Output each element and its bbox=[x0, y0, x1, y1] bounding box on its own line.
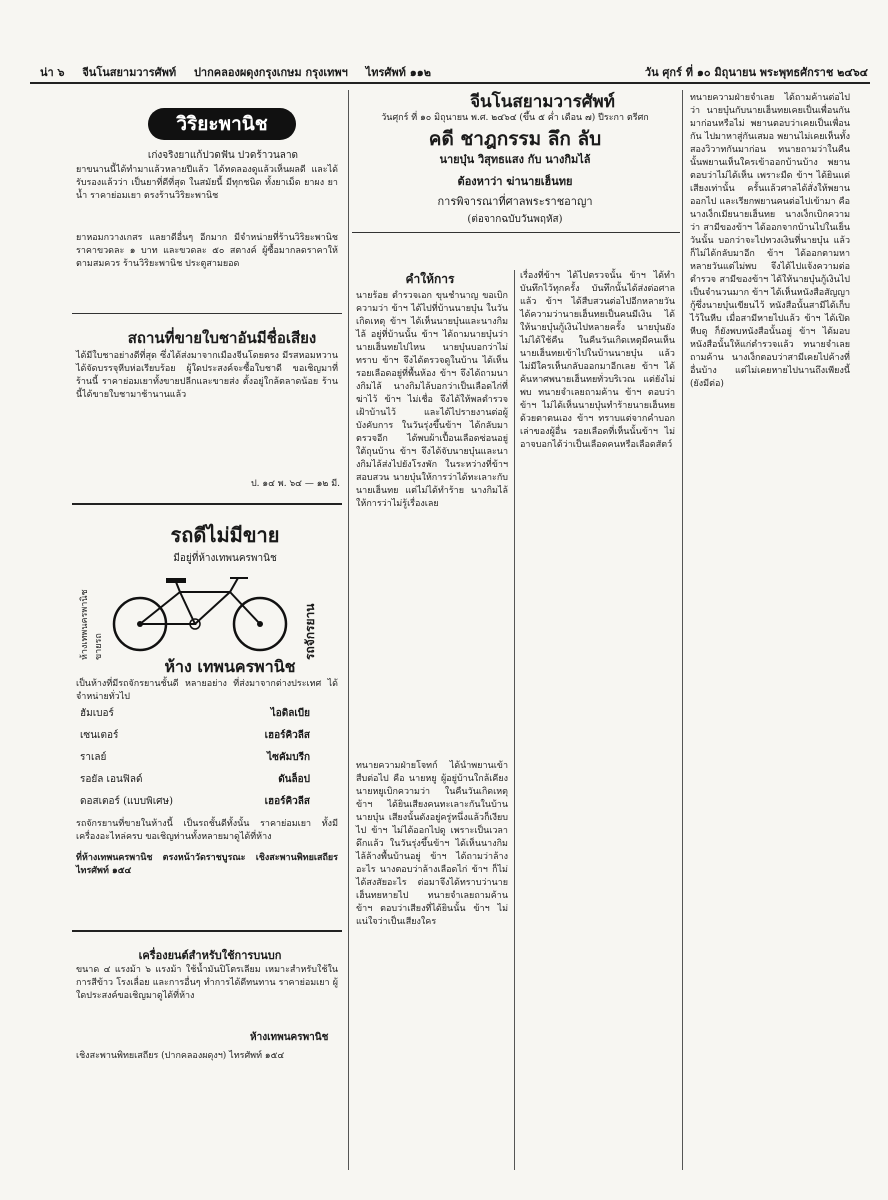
ad-bicycle-detail: รถจักรยานที่ขายในห้างนี้ เป็นรถชั้นดีทั้งนั้น ราคาย่อมเยา ทั้งมีเครื่องอะไหล่ครบ ขอเชิญท่านทั้งหลายมาดูได้ที่ห้าง bbox=[76, 819, 338, 842]
case-headline: คดี ชาฎกรรม ลึก ลับ bbox=[428, 128, 602, 150]
brand-model: ไซคัมบรีก bbox=[267, 752, 310, 763]
testimony-text-col-c: ทนายความฝ่ายโจทก์ ได้นำพยานเข้าสืบต่อไป คือ นายหยู ผู้อยู่บ้านใกล้เคียง นายหยูเบิกความว่า ในคืนวันเกิดเหตุ ข้าฯ ได้ยินเสียงคนทะเลาะกันในบ้านนายบุ๋น เสียงนั้นดังอยู่ครู่หนึ่งแล้วก็เงียบไป ข้าฯ ไม่ได้ออกไปดู เพราะเป็นเวลาดึกแล้ว ในวันรุ่งขึ้นข้าฯ ได้เห็นนางกิมไล้ล้างพื้นบ้านอยู่ ข้าฯ ได้ถามว่าล้างอะไร นางตอบว่าล้างเลือดไก่ ข้าฯ ก็ไม่ได้สงสัยอะไร ต่อมาจึงได้ทราบว่านายเฮ็นทยหายไป ทนายจำเลยถามค้าน ข้าฯ ตอบว่าเสียงที่ได้ยินนั้น ข้าฯ ไม่แน่ใจว่าเป็นเสียงใคร bbox=[356, 761, 508, 927]
header-left bbox=[40, 63, 445, 81]
ad-engine-body: ขนาด ๔ แรงม้า ๖ แรงม้า ใช้น้ำมันปิโตรเลียม เหมาะสำหรับใช้ในการสีข้าว โรงเลื่อย และการอื่นๆ ทำการได้ดีทนทาน ราคาย่อมเยา ผู้ใดประสงค์ขอเชิญมาดูได้ที่ห้าง bbox=[76, 965, 338, 1001]
ad-bicycle-intro: เป็นห้างที่มีรถจักรยานชั้นดี หลายอย่าง ที่ส่งมาจากต่างประเทศ ได้จำหน่ายทั่วไป bbox=[76, 679, 338, 702]
phone-number: ไทรศัพท์ ๑๑๒ bbox=[365, 66, 431, 79]
paper-title: จีนโนสยามวารศัพท์ bbox=[470, 92, 615, 112]
brand-row bbox=[80, 794, 310, 809]
brand-row bbox=[80, 750, 310, 765]
column-rule bbox=[514, 270, 515, 1170]
brand-row bbox=[80, 728, 310, 743]
ad-tea-code: ป. ๑๔ พ. ๖๔ — ๑๒ มี. bbox=[250, 479, 340, 489]
ad-viriya-body-2: ยาหอมกวางเกสร แลยาดีอื่นๆ อีกมาก มีจำหน่ายที่ร้านวิริยะพานิช ราคาขวดละ ๑ บาท และขวดละ ๕๐ สตางค์ ผู้ซื้อมากลดราคาให้ตามสมควร ร้านวิริยะพานิช ประตูสามยอด bbox=[76, 233, 338, 269]
divider bbox=[72, 313, 342, 314]
testimony-text-col-d: ทนายความฝ่ายจำเลย ได้ถามค้านต่อไปว่า นายบุ๋นกับนายเฮ็นทยเคยเป็นเพื่อนกันมาก่อนหรือไม่ พยานตอบว่าเคยเป็นเพื่อนกัน ไปมาหาสู่กันเสมอ พยานไม่เคยเห็นทั้งสองวิวาทกันมาก่อน ทนายถามว่าในคืนนั้นพยานเห็นใครเข้าออกบ้านบ้าง พยานตอบว่าไม่ได้เห็น เพราะมืด ข้าฯ ได้ยินแต่เสียงเท่านั้น ครั้นแล้วศาลได้สั่งให้พยานออกไป และเรียกพยานคนต่อไปเข้ามา คือ นางเง็กเมียนายเฮ็นทย นางเง็กเบิกความว่า สามีของข้าฯ ได้ออกจากบ้านไปในเย็นวันนั้น บอกว่าจะไปทวงเงินที่นายบุ๋น แล้วก็ไม่ได้กลับมาอีก ข้าฯ ได้ออกตามหาหลายวันแต่ไม่พบ จึงได้ไปแจ้งความต่อตำรวจ สามีของข้าฯ ได้ให้นายบุ๋นกู้เงินไปเป็นจำนวนมาก ข้าฯ ได้เห็นหนังสือสัญญากู้ซึ่งนายบุ๋นเขียนไว้ หนังสือนั้นสามีได้เก็บไว้ในหีบ เมื่อสามีหายไปแล้ว ข้าฯ ได้เปิดหีบดู ก็ยังพบหนังสือนั้นอยู่ ข้าฯ ได้มอบหนังสือนั้นให้แก่ตำรวจแล้ว ทนายจำเลยถามค้าน นางเง็กตอบว่าสามีเคยไปค้างที่อื่นบ้าง แต่ไม่เคยหายไปนานถึงเพียงนี้ (ยังมีต่อ) bbox=[690, 93, 850, 389]
brand-name: ฮัมเบอร์ bbox=[80, 708, 114, 719]
header-right bbox=[635, 63, 868, 81]
divider bbox=[352, 232, 680, 233]
testimony-heading: คำให้การ bbox=[405, 272, 455, 286]
printer-address: ปากคลองผดุงกรุงเกษม กรุงเทพฯ bbox=[193, 66, 348, 79]
paper-name: จีนโนสยามวารศัพท์ bbox=[82, 66, 177, 79]
brand-model: เฮอร์คิวลีส bbox=[264, 796, 310, 807]
brand-row bbox=[80, 772, 310, 787]
testimony-text-col-b: เรื่องที่ข้าฯ ได้ไปตรวจนั้น ข้าฯ ได้ทำบันทึกไว้ทุกครั้ง บันทึกนั้นได้ส่งต่อศาลแล้ว ข้าฯ ได้สืบสวนต่อไปอีกหลายวัน ได้ความว่านายเฮ็นทยเป็นคนมีเงิน ได้ให้นายบุ๋นกู้เงินไปหลายครั้ง นายบุ๋นยังไม่ได้ใช้คืน ในคืนวันเกิดเหตุมีคนเห็นนายเฮ็นทยเข้าไปในบ้านนายบุ๋น แล้วไม่มีใครเห็นกลับออกมาอีกเลย ข้าฯ ได้ค้นหาศพนายเฮ็นทยทั่วบริเวณ แต่ยังไม่พบ ทนายจำเลยถามค้าน ข้าฯ ตอบว่าข้าฯ ไม่ได้เห็นนายบุ๋นทำร้ายนายเฮ็นทยด้วยตาตนเอง ข้าฯ ทราบแต่จากคำบอกเล่าของผู้อื่น รอยเลือดที่เห็นนั้นข้าฯ ไม่อาจบอกได้ว่าเป็นเลือดคนหรือเลือดสัตว์ bbox=[520, 271, 675, 450]
brand-row bbox=[80, 706, 310, 721]
brand-model: ไอดิลเบีย bbox=[270, 708, 310, 719]
ad-engine-title: เครื่องยนต์สำหรับใช้การบนบก bbox=[138, 949, 282, 962]
header-rule bbox=[30, 82, 870, 84]
page-number: น่า ๖ bbox=[40, 66, 65, 79]
issue-date: วัน ศุกร์ ที่ ๑๐ มิถุนายน พระพุทธศักราช ๒๔๖๔ bbox=[644, 66, 868, 79]
divider bbox=[72, 930, 342, 932]
case-charge: ต้องหาว่า ฆ่านายเฮ็นทย bbox=[457, 175, 573, 188]
ad-tea-body: ได้มีใบชาอย่างดีที่สุด ซึ่งได้ส่งมาจากเมืองจีนโดยตรง มีรสหอมหวาน ได้จัดบรรจุหีบห่อเรียบร้อย ผู้ใดประสงค์จะซื้อใบชาดี ขอเชิญมาที่ร้านนี้ ราคาย่อมเยาทั้งขายปลีกและขายส่ง ตั้งอยู่ใกล้ตลาดน้อย ร้านนี้ได้ขายใบชามาช้านานแล้ว bbox=[76, 351, 338, 400]
case-parties: นายบุ๋น วิสุทธแสง กับ นางกิมไล้ bbox=[439, 153, 591, 166]
brand-name: เซนเตอร์ bbox=[80, 730, 119, 741]
ad-bicycle-subtitle: มีอยู่ที่ห้างเทพนครพานิช bbox=[173, 553, 277, 564]
ad-bicycle-title: รถดีไม่มีขาย bbox=[170, 523, 280, 547]
brand-name: ราเลย์ bbox=[80, 752, 107, 763]
bicycle-illustration bbox=[100, 572, 300, 652]
ad-tea-title: สถานที่ขายใบชาอันมีชื่อเสียง bbox=[127, 329, 317, 347]
testimony-text-col-a: นายร้อย ตำรวจเอก ขุนชำนาญ ขอเบิกความว่า ข้าฯ ได้ไปที่บ้านนายบุ๋น ในวันเกิดเหตุ ข้าฯ ได้เห็นนายบุ๋นและนางกิมไล้ อยู่ที่บ้านนั้น ข้าฯ ได้ถามนายบุ๋นว่านายเฮ็นทยไปไหน นายบุ๋นบอกว่าไม่ทราบ ข้าฯ จึงได้ตรวจดูในบ้าน ได้เห็นรอยเลือดอยู่ที่พื้นห้อง ข้าฯ จึงได้ถามนางกิมไล้ นางกิมไล้บอกว่าเป็นเลือดไก่ที่ฆ่าไว้ ข้าฯ ไม่เชื่อ จึงได้ให้พลตำรวจเฝ้าบ้านไว้ และได้ไปรายงานต่อผู้บังคับการ ในวันรุ่งขึ้นข้าฯ ได้กลับมาตรวจอีก ได้พบผ้าเปื้อนเลือดซ่อนอยู่ใต้ถุนบ้าน ข้าฯ จึงได้จับนายบุ๋นและนางกิมไล้ส่งไปยังโรงพัก ในระหว่างที่ข้าฯ สอบสวน นายบุ๋นให้การว่าได้ทะเลาะกับนายเฮ็นทย แต่ไม่ได้ทำร้าย นางกิมไล้ให้การว่าไม่รู้เรื่องเลย bbox=[356, 291, 508, 509]
ad-bicycle-shop-title: ห้าง เทพนครพานิช bbox=[164, 657, 296, 676]
case-court: การพิจารณาที่ศาลพระราชอาญา bbox=[437, 195, 593, 208]
ad-engine-foot: เชิงสะพานพิทยเสถียร (ปากคลองผดุงฯ) ไทรศัพท์ ๑๕๔ bbox=[76, 1051, 285, 1061]
brand-name: ดอสเตอร์ (แบบพิเศษ) bbox=[80, 796, 173, 807]
brand-model: ดันล็อป bbox=[278, 774, 310, 785]
ad-bicycle-foot: ที่ห้างเทพนครพานิช ตรงหน้าวัดราชบูรณะ เชิงสะพานพิทยเสถียร ไทรศัพท์ ๑๕๔ bbox=[76, 853, 338, 876]
ad-viriya-title: วิริยะพานิช bbox=[148, 108, 296, 140]
brand-name: รอยัล เอนฟิลด์ bbox=[80, 774, 143, 785]
brand-model: เฮอร์คิวลีส bbox=[264, 730, 310, 741]
ad-engine-shop: ห้างเทพนครพานิช bbox=[250, 1032, 329, 1043]
ad-viriya-subtitle: เก่งจริงยาแก้ปวดฟัน ปวดร้าวนลาด bbox=[147, 150, 299, 161]
page-header bbox=[40, 63, 868, 81]
ad-bicycle-side-left: ห้างเทพนครพานิช ขายรถ bbox=[80, 589, 104, 660]
ad-viriya-body: ยาขนานนี้ได้ทำมาแล้วหลายปีแล้ว ได้ทดลองดูแล้วเห็นผลดี และได้รับรองแล้วว่า เป็นยาที่ดีที่สุด ในสมัยนี้ มีทุกชนิด ทั้งยาเม็ด ยาผง ยาน้ำ ราคาย่อมเยา ตรงร้านวิริยะพานิช bbox=[76, 165, 338, 201]
case-continued: (ต่อจากฉบับวันพฤหัส) bbox=[467, 214, 563, 225]
column-rule bbox=[348, 90, 349, 1170]
paper-date-line: วันศุกร์ ที่ ๑๐ มิถุนายน พ.ศ. ๒๔๖๔ (ขึ้น ๕ ค่ำ เดือน ๗) ปีระกา ตรีศก bbox=[381, 113, 649, 123]
ad-bicycle-side-right: รถจักรยาน bbox=[303, 603, 317, 660]
column-rule bbox=[682, 90, 683, 1170]
divider bbox=[72, 503, 342, 505]
